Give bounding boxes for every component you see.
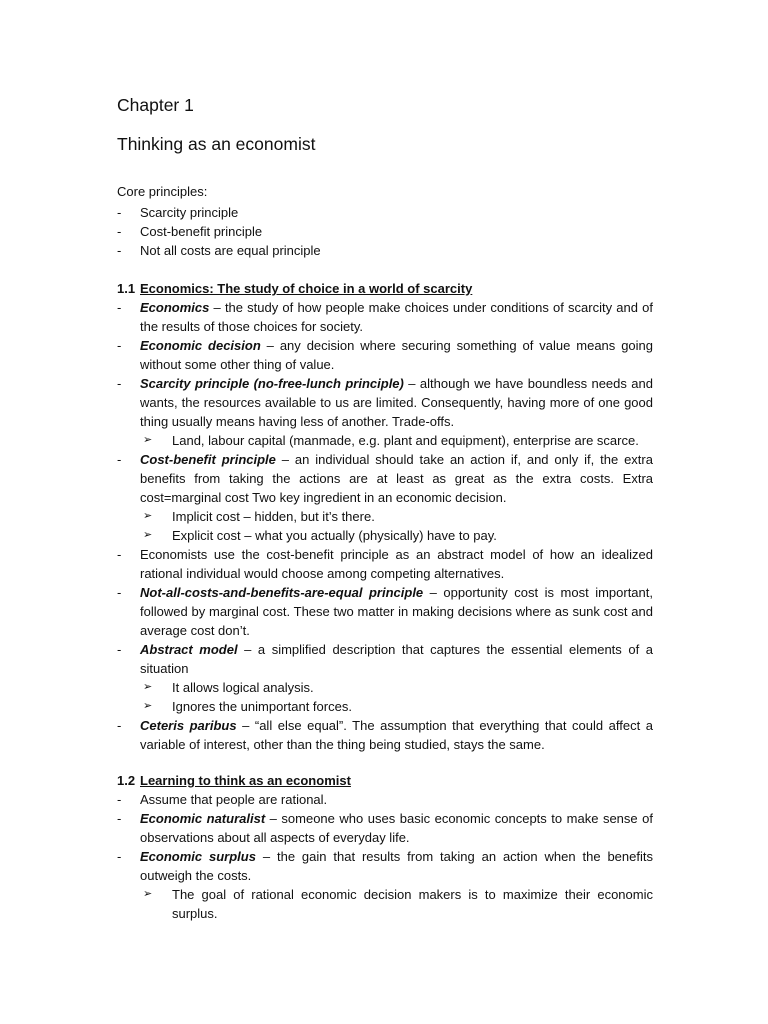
term: Economic naturalist <box>140 811 266 826</box>
sub-list-item: ➢ Ignores the unimportant forces. <box>143 699 352 714</box>
chapter-title: Thinking as an economist <box>117 134 316 154</box>
chapter-heading: Chapter 1 <box>117 95 194 115</box>
section-title: Economics: The study of choice in a world of scarcity <box>140 281 473 296</box>
section-title: Learning to think as an economist <box>140 773 351 788</box>
list-item: - Economists use the cost-benefit principle as an abstract model of how an idealized rational individual would choose among competing alternatives. <box>117 547 653 581</box>
arrow-bullet-icon: ➢ <box>143 681 153 693</box>
list-item: - Cost-benefit principle <box>117 224 263 239</box>
list-item: - Scarcity principle <box>117 205 239 220</box>
section-1-1 <box>117 279 653 754</box>
definition: – someone who uses basic economic concepts to make sense of observations about all aspects of everyday life. <box>140 811 653 845</box>
list-item: - Abstract model – a simplified description that captures the essential elements of a situation <box>117 642 653 676</box>
definition: – an individual should take an action if, and only if, the extra benefits from taking the actions are at least as great as the extra costs. Extra cost=marginal cost Two key ingredient in an economic decision. <box>140 452 653 505</box>
definition: – “all else equal”. The assumption that everything that could affect a variable of interest, other than the thing being studied, stays the same. <box>140 718 653 752</box>
list-item: - Economics – the study of how people make choices under conditions of scarcity and of the results of those choices for society. <box>117 300 653 334</box>
term: Ceteris paribus <box>140 718 237 733</box>
sub-list-item: ➢ It allows logical analysis. <box>143 680 314 695</box>
sub-list-item: ➢ Land, labour capital (manmade, e.g. plant and equipment), enterprise are scarce. <box>143 433 639 448</box>
list-item: - Ceteris paribus – “all else equal”. The assumption that everything that could affect a variable of interest, other than the thing being studied, stays the same. <box>117 718 653 752</box>
definition: – a simplified description that captures the essential elements of a situation <box>140 642 653 676</box>
list-item: - Economic naturalist – someone who uses basic economic concepts to make sense of observations about all aspects of everyday life. <box>117 811 653 845</box>
definition: – although we have boundless needs and wants, the resources available to us are limited. Consequently, having more of one good thing usually means having less of another. Trade-offs. <box>140 376 653 429</box>
section-heading <box>117 771 653 790</box>
definition: – the gain that results from taking an action when the benefits outweigh the costs. <box>140 849 653 883</box>
list-item: - Assume that people are rational. <box>117 792 328 807</box>
term: Cost-benefit principle <box>140 452 276 467</box>
definition: – opportunity cost is most important, followed by marginal cost. These two matter in making decisions where as sunk cost and average cost don’t. <box>140 585 653 638</box>
list-item: - Not-all-costs-and-benefits-are-equal principle – opportunity cost is most important, followed by marginal cost. These two matter in making decisions where as sunk cost and average cost don’t. <box>117 585 653 638</box>
arrow-bullet-icon: ➢ <box>143 700 153 712</box>
sub-list-item: ➢ Implicit cost – hidden, but it’s there. <box>143 509 375 524</box>
term: Abstract model <box>140 642 238 657</box>
term: Economic decision <box>140 338 261 353</box>
list-item: - Not all costs are equal principle <box>117 243 321 258</box>
term: Not-all-costs-and-benefits-are-equal principle <box>140 585 424 600</box>
sub-list-item: ➢ The goal of rational economic decision makers is to maximize their economic surplus. <box>143 887 653 921</box>
section-number: 1.2 <box>117 773 136 788</box>
list-item: - Economic decision – any decision where securing something of value means going without some other thing of value. <box>117 338 653 372</box>
list-item: - Cost-benefit principle – an individual should take an action if, and only if, the extra benefits from taking the actions are at least as great as the extra costs. Extra cost=marginal cost Two key ingredient in an economic decision. <box>117 452 653 505</box>
core-principles-list <box>117 203 653 260</box>
arrow-bullet-icon: ➢ <box>143 434 153 446</box>
term: Economic surplus <box>140 849 256 864</box>
list-item: - Economic surplus – the gain that results from taking an action when the benefits outweigh the costs. <box>117 849 653 883</box>
arrow-bullet-icon: ➢ <box>143 888 153 900</box>
arrow-bullet-icon: ➢ <box>143 510 153 522</box>
list-item: - Scarcity principle (no-free-lunch principle) – although we have boundless needs and wants, the resources available to us are limited. Consequently, having more of one good thing usually means having less of another. Trade-offs. <box>117 376 653 429</box>
definition: – the study of how people make choices under conditions of scarcity and of the results of those choices for society. <box>140 300 653 334</box>
section-heading <box>117 279 653 298</box>
section-1-2 <box>117 771 653 923</box>
arrow-bullet-icon: ➢ <box>143 529 153 541</box>
definition: – any decision where securing something of value means going without some other thing of value. <box>140 338 653 372</box>
sub-list-item: ➢ Explicit cost – what you actually (physically) have to pay. <box>143 528 497 543</box>
term: Economics <box>140 300 210 315</box>
term: Scarcity principle (no-free-lunch principle) <box>140 376 404 391</box>
core-principles-label: Core principles: <box>117 184 208 199</box>
section-number: 1.1 <box>117 281 136 296</box>
